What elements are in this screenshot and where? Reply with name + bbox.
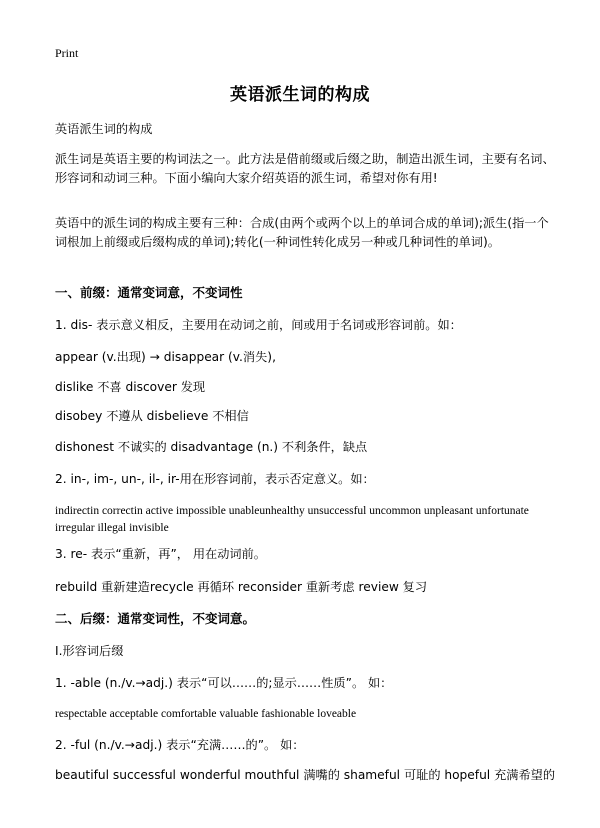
dis-example-1: appear (v.出现) → disappear (v.消失), — [55, 350, 276, 364]
ful-rule: 2. -ful (n./v.→adj.) 表示“充满……的”。 如： — [55, 738, 305, 752]
re-rule: 3. re- 表示“重新，再”， 用在动词前。 — [55, 547, 266, 561]
dis-example-2: dislike 不喜 discover 发现 — [55, 380, 206, 394]
adj-suffix-heading: I.形容词后缀 — [55, 644, 124, 658]
section-heading-prefix: 一、前缀：通常变词意，不变词性 — [55, 285, 243, 300]
dis-rule: 1. dis- 表示意义相反，主要用在动词之前，间或用于名词或形容词前。如： — [55, 318, 462, 332]
in-examples: indirectin correctin active impossible unableunhealthy unsuccessful uncommon unpleasant unfortunate irregular illegal invisible — [55, 505, 529, 534]
in-rule: 2. in-, im-, un-, il-, ir-用在形容词前，表示否定意义。如： — [55, 472, 375, 486]
able-rule: 1. -able (n./v.→adj.) 表示“可以……的;显示……性质”。 如： — [55, 676, 393, 690]
section-heading-suffix: 二、后缀：通常变词性，不变词意。 — [55, 611, 256, 626]
print-link[interactable]: Print — [55, 46, 79, 60]
able-examples: respectable acceptable comfortable valuable fashionable loveable — [55, 708, 357, 720]
composition-paragraph: 英语中的派生词的构成主要有三种：合成(由两个或两个以上的单词合成的单词);派生(指一个词根加上前缀或后缀构成的单词);转化(一种词性转化成另一种或几种词性的单词)。 — [55, 216, 549, 249]
page-title: 英语派生词的构成 — [230, 85, 370, 105]
re-examples: rebuild 重新建造recycle 再循环 reconsider 重新考虑 review 复习 — [55, 580, 428, 594]
ful-examples: beautiful successful wonderful mouthful 满嘴的 shameful 可耻的 hopeful 充满希望的 — [55, 768, 556, 782]
intro-paragraph: 派生词是英语主要的构词法之一。此方法是借前缀或后缀之助，制造出派生词，主要有名词、形容词和动词三种。下面小编向大家介绍英语的派生词，希望对你有用! — [55, 152, 555, 185]
subtitle: 英语派生词的构成 — [55, 122, 153, 136]
dis-example-3: disobey 不遵从 disbelieve 不相信 — [55, 409, 249, 423]
dis-example-4: dishonest 不诚实的 disadvantage (n.) 不利条件，缺点 — [55, 440, 368, 454]
